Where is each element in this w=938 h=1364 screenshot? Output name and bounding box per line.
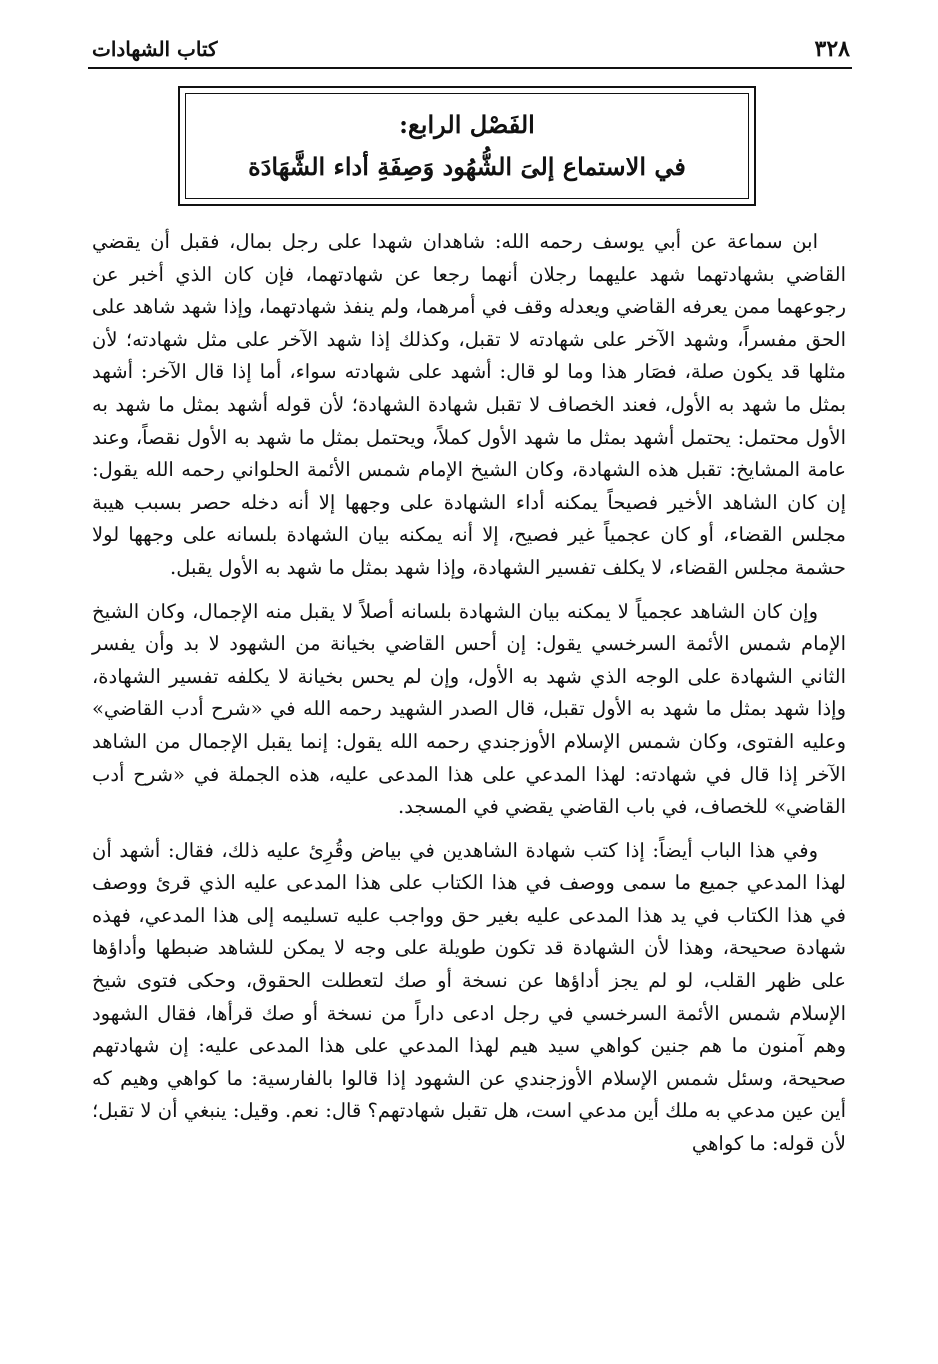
chapter-title: في الاستماع إلىَ الشُّهُود وَصِفَةِ أداء الشَّهَادَة [248, 152, 686, 181]
chapter-label: الفَصْل الرابع: [399, 110, 535, 139]
chapter-heading-frame [178, 86, 756, 206]
header-rule [88, 67, 852, 69]
main-text [92, 226, 846, 1172]
paragraph: وفي هذا الباب أيضاً: إذا كتب شهادة الشاهدين في بياض وقُرِئ عليه ذلك، فقال: أشهد أن لهذا المدعي جميع ما سمى ووصف في هذا الكتاب على هذا المدعى عليه الذي قرئ ووصف في هذا الكتاب في يد هذا المدعى عليه بغير حق وواجب عليه تسليمه إلى هذا المدعي، فهذه شهادة صحيحة، وهذا لأن الشهادة قد تكون طويلة على وجه لا يمكن للشاهد ضبطها وأداؤها على ظهر القلب، لو لم يجز أداؤها عن نسخة أو صك لتعطلت الحقوق، وحكى فتوى شيخ الإسلام شمس الأئمة السرخسي في رجل ادعى داراً من نسخة أو صك قرأها، فقال الشهود وهم آمنون ما هم جنين كواهي سيد هيم لهذا المدعي على هذا المدعى عليه: إن شهادتهم صحيحة، وسئل شمس الإسلام الأوزجندي عن الشهود إذا قالوا بالفارسية: ما كواهي وهيم كه أين عين مدعي به ملك أين مدعي است، هل تقبل شهادتهم؟ قال: نعم. وقيل: ينبغي أن لا تقبل؛ لأن قوله: ما كواهي [92, 838, 846, 1156]
paragraph: ابن سماعة عن أبي يوسف رحمه الله: شاهدان شهدا على رجل بمال، فقبل أن يقضي القاضي بشهادتهما شهد عليهما رجلان أنهما رجعا عن شهادتهما، فإن كان الذي أخبر عن رجوعهما ممن يعرفه القاضي ويعدله وقف في أمرهما، ولم ينفذ شهادتهما، وإذا شهد شاهد على الحق مفسراً، وشهد الآخر على شهادته لا تقبل، وكذلك إذا شهد الآخر على مثل شهادته؛ لأن مثلها قد يكون صلة، فصَار هذا وما لو قال: أشهد على شهادته سواء، أما إذا قال الآخر: أشهد بمثل ما شهد به الأول، فعند الخصاف لا تقبل شهادة الشهادة؛ لأن قوله أشهد بمثل ما شهد به الأول محتمل: يحتمل أشهد بمثل ما شهد الأول كملاً، ويحتمل بمثل ما شهد به الأول نقصاً، وعند عامة المشايخ: تقبل هذه الشهادة، وكان الشيخ الإمام شمس الأئمة الحلواني رحمه الله يقول: إن كان الشاهد الأخير فصيحاً يمكنه أداء الشهادة على وجهها إلا أنه دخله حصر بسبب هيبة مجلس القضاء، أو كان عجمياً غير فصيح، إلا أنه يمكنه بيان الشهادة بلسانه على وجهها لولا حشمة مجلس القضاء، لا يكلف تفسير الشهادة، وإذا شهد بمثل ما شهد به الأول يقبل. [92, 230, 846, 579]
book-title: كتاب الشهادات [92, 37, 218, 61]
page-number: ٣٢٨ [814, 36, 850, 62]
chapter-heading-inner [185, 93, 749, 199]
running-header [92, 32, 850, 66]
paragraph: وإن كان الشاهد عجمياً لا يمكنه بيان الشهادة بلسانه أصلاً لا يقبل منه الإجمال، وكان الشيخ الإمام شمس الأئمة السرخسي يقول: إن أحس القاضي بخيانة من الشهود لا بد وأن يفسر الثاني الشهادة على الوجه الذي شهد به الأول، وإن لم يحس بخيانة لا يكلفه تفسير الشهادة، وإذا شهد بمثل ما شهد به الأول تقبل، قال الصدر الشهيد رحمه الله في «شرح أدب القاضي» وعليه الفتوى، وكان شمس الإسلام الأوزجندي رحمه الله يقول: إنما يقبل الإجمال من الشاهد الآخر إذا قال في شهادته: لهذا المدعي على هذا المدعى عليه، هذه الجملة في «شرح أدب القاضي» للخصاف، في باب القاضي يقضي في المسجد. [92, 599, 846, 819]
